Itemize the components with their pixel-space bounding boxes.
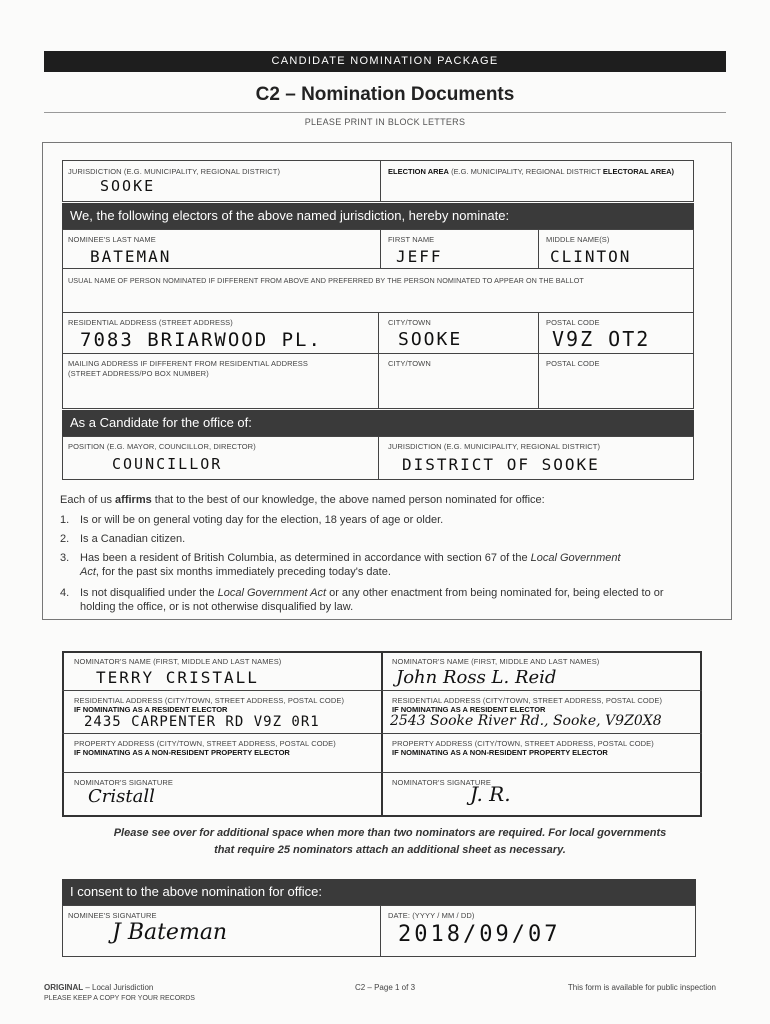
nominator-1-name-label: NOMINATOR'S NAME (FIRST, MIDDLE AND LAST NAMES) [74,657,282,666]
divider [380,229,381,268]
divider [378,312,379,409]
candidate-bar: As a Candidate for the office of: [62,410,694,436]
consent-bar: I consent to the above nomination for office: [62,879,696,905]
affirm-intro-a: Each of us [60,494,116,506]
divider [378,436,379,480]
nominator-2-sig-label: NOMINATOR'S SIGNATURE [392,778,491,787]
election-area-label-bold: ELECTION AREA [388,167,449,176]
affirm-item-2: Is a Canadian citizen. [80,533,186,545]
item-number-3: 3. [60,552,70,564]
additional-space-note-1: Please see over for additional space when more than two nominators are required. For local governments [113,827,667,839]
affirm-item-4 [80,586,690,614]
residential-address-field[interactable]: 7083 BRIARWOOD PL. [80,329,322,351]
divider [380,905,381,957]
mailing-postal-label: POSTAL CODE [546,359,600,368]
title-rule [44,112,726,113]
affirm-intro-bold: affirms [115,494,152,506]
nominator-2-prop-label-2: IF NOMINATING AS A NON-RESIDENT PROPERTY ELECTOR [392,748,608,757]
election-area-label [388,167,674,176]
mailing-address-label: MAILING ADDRESS IF DIFFERENT FROM RESIDENTIAL ADDRESS [68,359,308,368]
nominee-signature[interactable]: J Bateman [112,920,228,945]
nominator-2-res-field[interactable]: 2543 Sooke River Rd., Sooke, V9Z0X8 [390,713,662,729]
residential-address-label: RESIDENTIAL ADDRESS (STREET ADDRESS) [68,318,233,327]
last-name-field[interactable]: BATEMAN [90,247,172,266]
nominator-2-name-label: NOMINATOR'S NAME (FIRST, MIDDLE AND LAST NAMES) [392,657,600,666]
mailing-city-label: CITY/TOWN [388,359,431,368]
package-header-bar: CANDIDATE NOMINATION PACKAGE [44,51,726,72]
nominator-2-res-label: RESIDENTIAL ADDRESS (CITY/TOWN, STREET ADDRESS, POSTAL CODE) [392,696,663,705]
postal-code-label: POSTAL CODE [546,318,600,327]
nominator-1-prop-label-2: IF NOMINATING AS A NON-RESIDENT PROPERTY ELECTOR [74,748,290,757]
nominator-1-sig-label: NOMINATOR'S SIGNATURE [74,778,173,787]
middle-name-label: MIDDLE NAME(S) [546,235,610,244]
affirm-intro [60,493,720,507]
nominator-1-prop-label: PROPERTY ADDRESS (CITY/TOWN, STREET ADDRESS, POSTAL CODE) [74,739,336,748]
affirm-item-4c: or any other enactment from being nominated for, being elected to or holding the office, or is not otherwise disqualified by law. [80,587,664,613]
position-jurisdiction-field[interactable]: DISTRICT OF SOOKE [402,455,600,474]
city-field[interactable]: SOOKE [398,329,463,350]
city-label: CITY/TOWN [388,318,431,327]
divider [62,268,694,269]
affirm-item-1: Is or will be on general voting day for the election, 18 years of age or older. [80,514,444,526]
affirm-item-4a: Is not disqualified under the [80,587,218,599]
postal-code-field[interactable]: V9Z OT2 [552,327,651,351]
footer-local: – Local Jurisdiction [83,983,154,992]
mailing-address-label-2: (STREET ADDRESS/PO BOX NUMBER) [68,369,209,378]
nominator-1-res-label: RESIDENTIAL ADDRESS (CITY/TOWN, STREET ADDRESS, POSTAL CODE) [74,696,345,705]
last-name-label: NOMINEE'S LAST NAME [68,235,156,244]
divider [381,651,383,817]
affirm-item-3b: Local Government Act [80,552,621,578]
divider [62,733,702,734]
affirm-item-3c: , for the past six months immediately preceding today's date. [95,566,391,578]
item-number-4: 4. [60,587,70,599]
position-jurisdiction-label: JURISDICTION (E.G. MUNICIPALITY, REGIONAL DISTRICT) [388,442,601,451]
divider [62,772,702,773]
first-name-label: FIRST NAME [388,235,435,244]
divider [62,690,702,691]
divider [380,160,381,202]
nominator-2-name-field[interactable]: John Ross L. Reid [396,667,557,688]
position-label: POSITION (E.G. MAYOR, COUNCILLOR, DIRECTOR) [68,442,256,451]
document-title: C2 – Nomination Documents [255,84,515,105]
item-number-1: 1. [60,514,70,526]
usual-name-label: USUAL NAME OF PERSON NOMINATED IF DIFFERENT FROM ABOVE AND PREFERRED BY THE PERSON NOMINATED TO APPEAR ON THE BALLOT [68,276,584,285]
footer-keep-copy: PLEASE KEEP A COPY FOR YOUR RECORDS [44,995,195,1002]
affirm-item-4b: Local Government Act [217,587,327,599]
election-area-label-rest: (E.G. MUNICIPALITY, REGIONAL DISTRICT [448,167,603,176]
affirm-item-3 [80,551,640,579]
footer-original: ORIGINAL [44,983,84,992]
usual-name-field[interactable] [68,288,688,308]
middle-name-field[interactable]: CLINTON [550,247,632,266]
footer-page: C2 – Page 1 of 3 [354,983,416,992]
date-label: DATE: (YYYY / MM / DD) [388,911,475,920]
divider [538,229,539,268]
document-subtitle: PLEASE PRINT IN BLOCK LETTERS [304,117,466,127]
date-field[interactable]: 2018/09/07 [398,922,561,947]
electoral-area-bold: ELECTORAL AREA) [602,167,675,176]
first-name-field[interactable]: JEFF [396,247,443,266]
additional-space-note-2: that require 25 nominators attach an additional sheet as necessary. [214,844,566,856]
nominator-2-signature[interactable]: J. R. [470,782,511,806]
nominee-signature-label: NOMINEE'S SIGNATURE [68,911,157,920]
nominator-2-res-label-2: IF NOMINATING AS A RESIDENT ELECTOR [392,705,546,714]
item-number-2: 2. [60,533,70,545]
divider [538,312,539,409]
jurisdiction-label: JURISDICTION (E.G. MUNICIPALITY, REGIONAL DISTRICT) [68,167,281,176]
nominator-1-signature[interactable]: Cristall [88,786,155,807]
nominator-1-name-field[interactable]: TERRY CRISTALL [96,668,259,687]
position-field[interactable]: COUNCILLOR [112,455,223,473]
nominate-bar: We, the following electors of the above named jurisdiction, hereby nominate: [62,203,694,229]
nominator-1-res-label-2: IF NOMINATING AS A RESIDENT ELECTOR [74,705,228,714]
footer-public: This form is available for public inspection [567,983,716,992]
affirm-item-3a: Has been a resident of British Columbia, as determined in accordance with section 67 of the [80,552,531,564]
nominator-2-prop-label: PROPERTY ADDRESS (CITY/TOWN, STREET ADDRESS, POSTAL CODE) [392,739,654,748]
nominator-1-res-field[interactable]: 2435 CARPENTER RD V9Z 0R1 [84,714,320,730]
affirm-intro-c: that to the best of our knowledge, the above named person nominated for office: [151,494,545,506]
jurisdiction-field[interactable]: SOOKE [100,177,156,195]
